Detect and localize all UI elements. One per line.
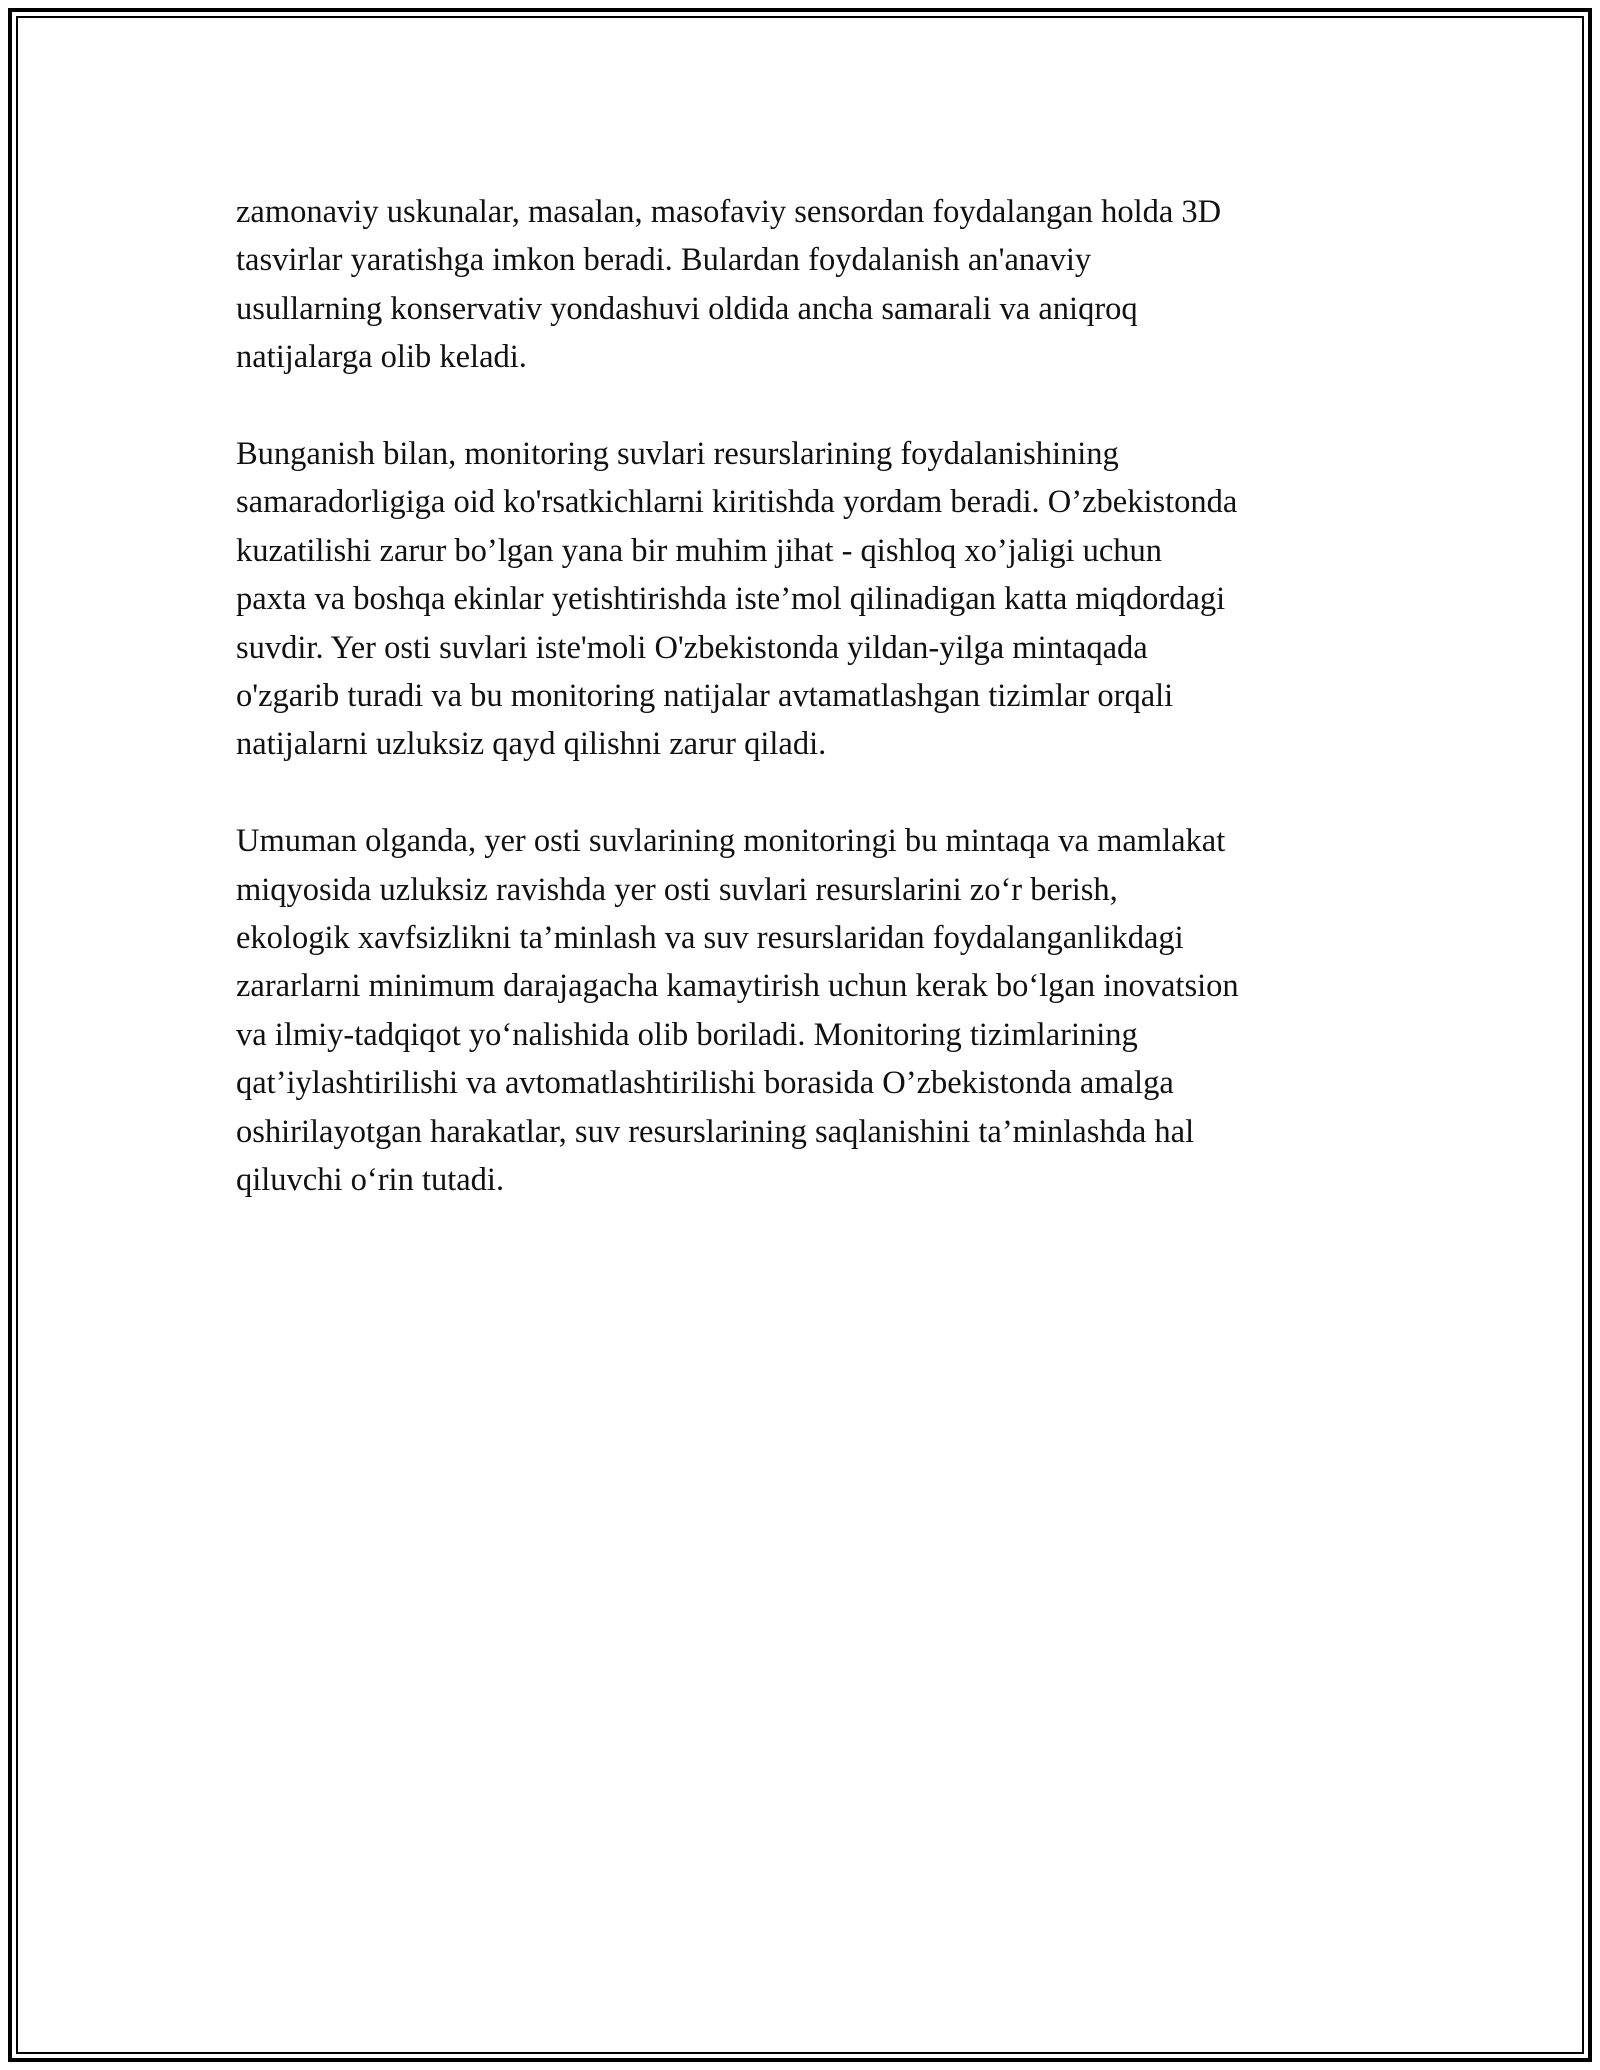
- paragraph-2: [236, 430, 1386, 769]
- text-line: zamonaviy uskunalar, masalan, masofaviy sensordan foydalangan holda 3D: [236, 194, 1222, 230]
- text-line: suvdir. Yer osti suvlari iste'moli O'zbekistonda yildan-yilga mintaqada: [236, 629, 1148, 666]
- text-line: samaradorligiga oid ko'rsatkichlarni kiritishda yordam beradi. O’zbekistonda: [236, 484, 1238, 521]
- text-line: paxta va boshqa ekinlar yetishtirishda iste’mol qilinadigan katta miqdordagi: [236, 581, 1226, 618]
- text-line: ekologik xavfsizlikni ta’minlash va suv resurslaridan foydalanganlikdagi: [236, 920, 1184, 957]
- text-line: qiluvchi o‘rin tutadi.: [236, 1162, 505, 1199]
- text-line: natijalarni uzluksiz qayd qilishni zarur qiladi.: [236, 726, 827, 763]
- text-line: Bunganish bilan, monitoring suvlari resurslarining foydalanishining: [236, 436, 1119, 473]
- text-line: usullarning konservativ yondashuvi oldida ancha samarali va aniqroq: [236, 290, 1138, 327]
- text-line: miqyosida uzluksiz ravishda yer osti suvlari resurslarini zo‘r berish,: [236, 871, 1118, 908]
- text-line: zararlarni minimum darajagacha kamaytirish uchun kerak bo‘lgan inovatsion: [236, 968, 1239, 1005]
- document-body: [236, 188, 1386, 1253]
- text-line: qat’iylashtirilishi va avtomatlashtirilishi borasida O’zbekistonda amalga: [236, 1065, 1174, 1102]
- text-line: o'zgarib turadi va bu monitoring natijalar avtamatlashgan tizimlar orqali: [236, 678, 1174, 715]
- paragraph-3: [236, 817, 1386, 1204]
- text-line: kuzatilishi zarur bo’lgan yana bir muhim jihat - qishloq xo’jaligi uchun: [236, 532, 1163, 569]
- text-line: tasvirlar yaratishga imkon beradi. Bulardan foydalanish an'anaviy: [236, 242, 1092, 279]
- text-line: natijalarga olib keladi.: [236, 339, 527, 376]
- text-line: oshirilayotgan harakatlar, suv resurslarining saqlanishini ta’minlashda hal: [236, 1113, 1195, 1150]
- text-line: Umuman olganda, yer osti suvlarining monitoringi bu mintaqa va mamlakat: [236, 823, 1226, 860]
- text-line: va ilmiy-tadqiqot yo‘nalishida olib boriladi. Monitoring tizimlarining: [236, 1016, 1138, 1053]
- paragraph-1: [236, 188, 1386, 382]
